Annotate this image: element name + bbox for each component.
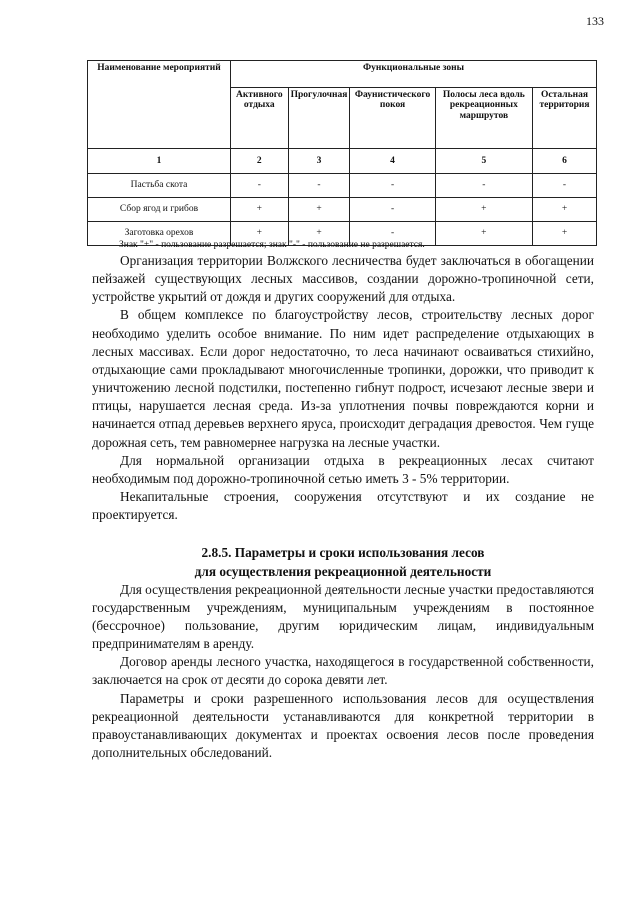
table-row bbox=[88, 174, 597, 198]
paragraph: Для нормальной организации отдыха в рекреационных лесах считают необходимым под дорожно-тропиночной сетью иметь 3 - 5% территории. bbox=[92, 452, 594, 486]
column-number: 3 bbox=[288, 149, 350, 174]
activity-name: Пастьба скота bbox=[88, 174, 231, 198]
section-heading-line: для осуществления рекреационной деятельности bbox=[194, 563, 492, 579]
table-header-zones: Функциональные зоны bbox=[231, 61, 597, 88]
zone-column-header: Остальная территория bbox=[533, 88, 597, 149]
zone-column-header: Активного отдыха bbox=[231, 88, 289, 149]
activity-name: Сбор ягод и грибов bbox=[88, 198, 231, 222]
table-cell: + bbox=[533, 222, 597, 246]
paragraph: Параметры и сроки разрешенного использования лесов для осуществления рекреационной деятельности устанавливаются для конкретной территории в правоустанавливающих документах и проектах освоения лесов после проведения дополнительных обследований. bbox=[92, 690, 594, 761]
table-row bbox=[88, 198, 597, 222]
table-cell: + bbox=[288, 222, 350, 246]
table-cell: - bbox=[350, 174, 435, 198]
table-cell: - bbox=[350, 222, 435, 246]
table-cell: + bbox=[231, 222, 289, 246]
paragraph: Для осуществления рекреационной деятельности лесные участки предоставляются государственным учреждениям, муниципальным учреждениям в постоянное (бессрочное) пользование, другим юридическим лицам, индивидуальным предпринимателям в аренду. bbox=[92, 581, 594, 652]
paragraph: В общем комплексе по благоустройству лесов, строительству лесных дорог необходимо уделить особое внимание. По ним идет распределение отдыхающих в лесных массивах. Если дорог недостаточно, то леса начинают осваиваться стихийно, отдыхающие сами прокладывают многочисленные тропинки, дорожки, что приводит к уничтожению лесной подстилки, постепенно гибнут подрост, исчезают лесные звери и птицы, нарушается лесная среда. Из-за уплотнения почвы повреждаются корни и начинается отпад деревьев верхнего яруса, происходит деградация древостоя. Чем гуще дорожная сеть, тем равномернее нагрузка на лесные участки. bbox=[92, 307, 594, 450]
column-number: 6 bbox=[533, 149, 597, 174]
page-number: 133 bbox=[586, 14, 604, 28]
activity-name: Заготовка орехов bbox=[88, 222, 231, 246]
table-note: Знак "+" - пользование разрешается; знак "-" - пользование не разрешается. bbox=[119, 240, 425, 250]
zone-column-header: Прогулочная bbox=[288, 88, 350, 149]
table-cell: - bbox=[533, 174, 597, 198]
table-cell: - bbox=[288, 174, 350, 198]
table-cell: + bbox=[533, 198, 597, 222]
table-cell: + bbox=[288, 198, 350, 222]
table-cell: - bbox=[435, 174, 532, 198]
table-cell: + bbox=[231, 198, 289, 222]
column-number: 5 bbox=[435, 149, 532, 174]
table-cell: + bbox=[435, 198, 532, 222]
paragraph: Организация территории Волжского лесничества будет заключаться в обогащении пейзажей существующих лесных массивов, создании дорожно-тропиночной сети, устройстве укрытий от дождя и других сооружений для отдыха. bbox=[92, 253, 594, 305]
column-number: 1 bbox=[88, 149, 231, 174]
zone-column-header: Полосы леса вдоль рекреационных маршрутов bbox=[435, 88, 532, 149]
table-header-name: Наименование мероприятий bbox=[88, 61, 231, 149]
paragraph: Договор аренды лесного участка, находящегося в государственной собственности, заключается на срок от десяти до сорока девяти лет. bbox=[92, 654, 594, 688]
paragraph: Некапитальные строения, сооружения отсутствуют и их создание не проектируется. bbox=[92, 489, 594, 523]
table-cell: - bbox=[231, 174, 289, 198]
section-heading bbox=[92, 544, 594, 580]
body-text bbox=[92, 252, 594, 762]
functional-zones-table bbox=[87, 60, 597, 246]
column-number: 2 bbox=[231, 149, 289, 174]
table-cell: + bbox=[435, 222, 532, 246]
section-heading-line: 2.8.5. Параметры и сроки использования лесов bbox=[201, 545, 485, 561]
column-number: 4 bbox=[350, 149, 435, 174]
zone-column-header: Фаунистического покоя bbox=[350, 88, 435, 149]
table-cell: - bbox=[350, 198, 435, 222]
